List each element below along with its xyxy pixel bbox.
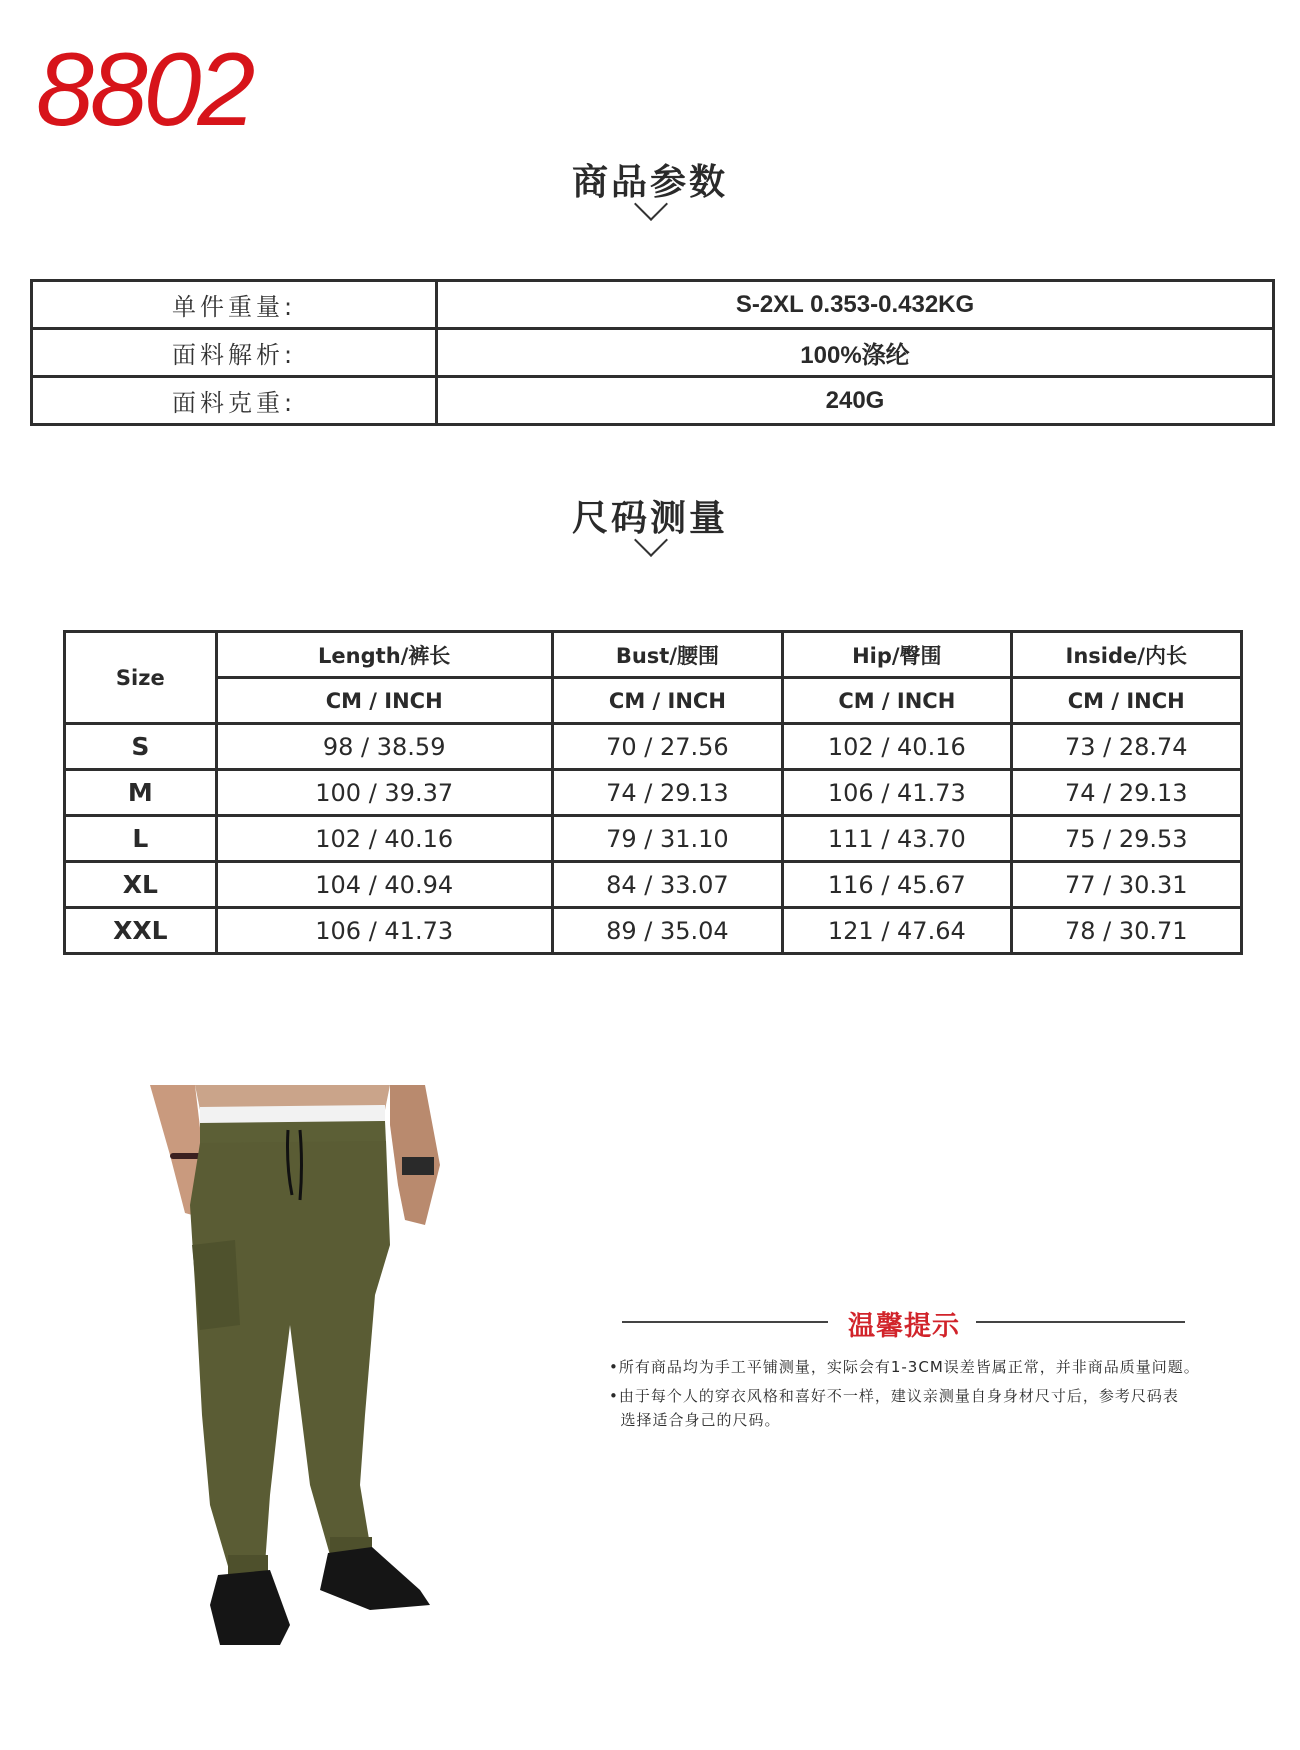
table-cell: 79 / 31.10: [552, 816, 782, 862]
table-cell: 73 / 28.74: [1011, 724, 1241, 770]
table-cell: 116 / 45.67: [783, 862, 1011, 908]
tips-divider-right: [976, 1321, 1185, 1323]
table-cell: 106 / 41.73: [216, 908, 552, 954]
table-cell: 84 / 33.07: [552, 862, 782, 908]
size-label: XL: [65, 862, 217, 908]
product-image: [140, 1085, 470, 1675]
table-cell: 89 / 35.04: [552, 908, 782, 954]
table-row: [65, 770, 1242, 816]
table-cell: 78 / 30.71: [1011, 908, 1241, 954]
table-cell: 106 / 41.73: [783, 770, 1011, 816]
params-table: [30, 279, 1275, 426]
unit-label: CM / INCH: [783, 678, 1011, 724]
table-cell: 70 / 27.56: [552, 724, 782, 770]
table-cell: 121 / 47.64: [783, 908, 1011, 954]
params-row: [32, 377, 1274, 425]
params-row: [32, 329, 1274, 377]
size-table-header-row: [65, 632, 1242, 678]
tip-item: •由于每个人的穿衣风格和喜好不一样，建议亲测量自身身材尺寸后，参考尺码表: [609, 1387, 1179, 1405]
column-header-inside: Inside/内长: [1011, 632, 1241, 678]
cargo-pocket: [192, 1240, 240, 1330]
watch-icon: [402, 1157, 434, 1175]
table-row: [65, 816, 1242, 862]
shoe-left: [210, 1570, 290, 1645]
size-label: S: [65, 724, 217, 770]
param-value: 240G: [437, 377, 1274, 425]
param-value: 100%涤纶: [437, 329, 1274, 377]
table-cell: 102 / 40.16: [216, 816, 552, 862]
table-cell: 102 / 40.16: [783, 724, 1011, 770]
table-row: [65, 724, 1242, 770]
table-cell: 98 / 38.59: [216, 724, 552, 770]
column-header-hip: Hip/臀围: [783, 632, 1011, 678]
size-label: M: [65, 770, 217, 816]
unit-label: CM / INCH: [552, 678, 782, 724]
param-label: 面料解析:: [32, 329, 437, 377]
tips-title: 温馨提示: [848, 1311, 960, 1342]
arm-right: [390, 1085, 440, 1225]
size-label: L: [65, 816, 217, 862]
params-row: [32, 281, 1274, 329]
size-section-title: 尺码测量: [571, 498, 728, 539]
table-row: [65, 862, 1242, 908]
tip-item: •所有商品均为手工平铺测量，实际会有1-3CM误差皆属正常，并非商品质量问题。: [609, 1358, 1200, 1376]
table-cell: 74 / 29.13: [1011, 770, 1241, 816]
table-cell: 77 / 30.31: [1011, 862, 1241, 908]
table-row: [65, 908, 1242, 954]
param-label: 单件重量:: [32, 281, 437, 329]
table-cell: 75 / 29.53: [1011, 816, 1241, 862]
unit-label: CM / INCH: [1011, 678, 1241, 724]
column-header-length: Length/裤长: [216, 632, 552, 678]
param-label: 面料克重:: [32, 377, 437, 425]
tips-divider-left: [622, 1321, 828, 1323]
table-cell: 100 / 39.37: [216, 770, 552, 816]
params-section-title: 商品参数: [571, 162, 728, 203]
table-cell: 111 / 43.70: [783, 816, 1011, 862]
size-label: XXL: [65, 908, 217, 954]
table-cell: 104 / 40.94: [216, 862, 552, 908]
size-column-header: Size: [65, 632, 217, 724]
pants: [190, 1141, 390, 1573]
shoe-right: [320, 1547, 430, 1610]
size-table: [63, 630, 1243, 955]
tip-item: 选择适合身己的尺码。: [609, 1411, 781, 1429]
param-value: S-2XL 0.353-0.432KG: [437, 281, 1274, 329]
size-table-unit-row: [65, 678, 1242, 724]
model-code: 8802: [36, 32, 252, 148]
table-cell: 74 / 29.13: [552, 770, 782, 816]
unit-label: CM / INCH: [216, 678, 552, 724]
column-header-bust: Bust/腰围: [552, 632, 782, 678]
